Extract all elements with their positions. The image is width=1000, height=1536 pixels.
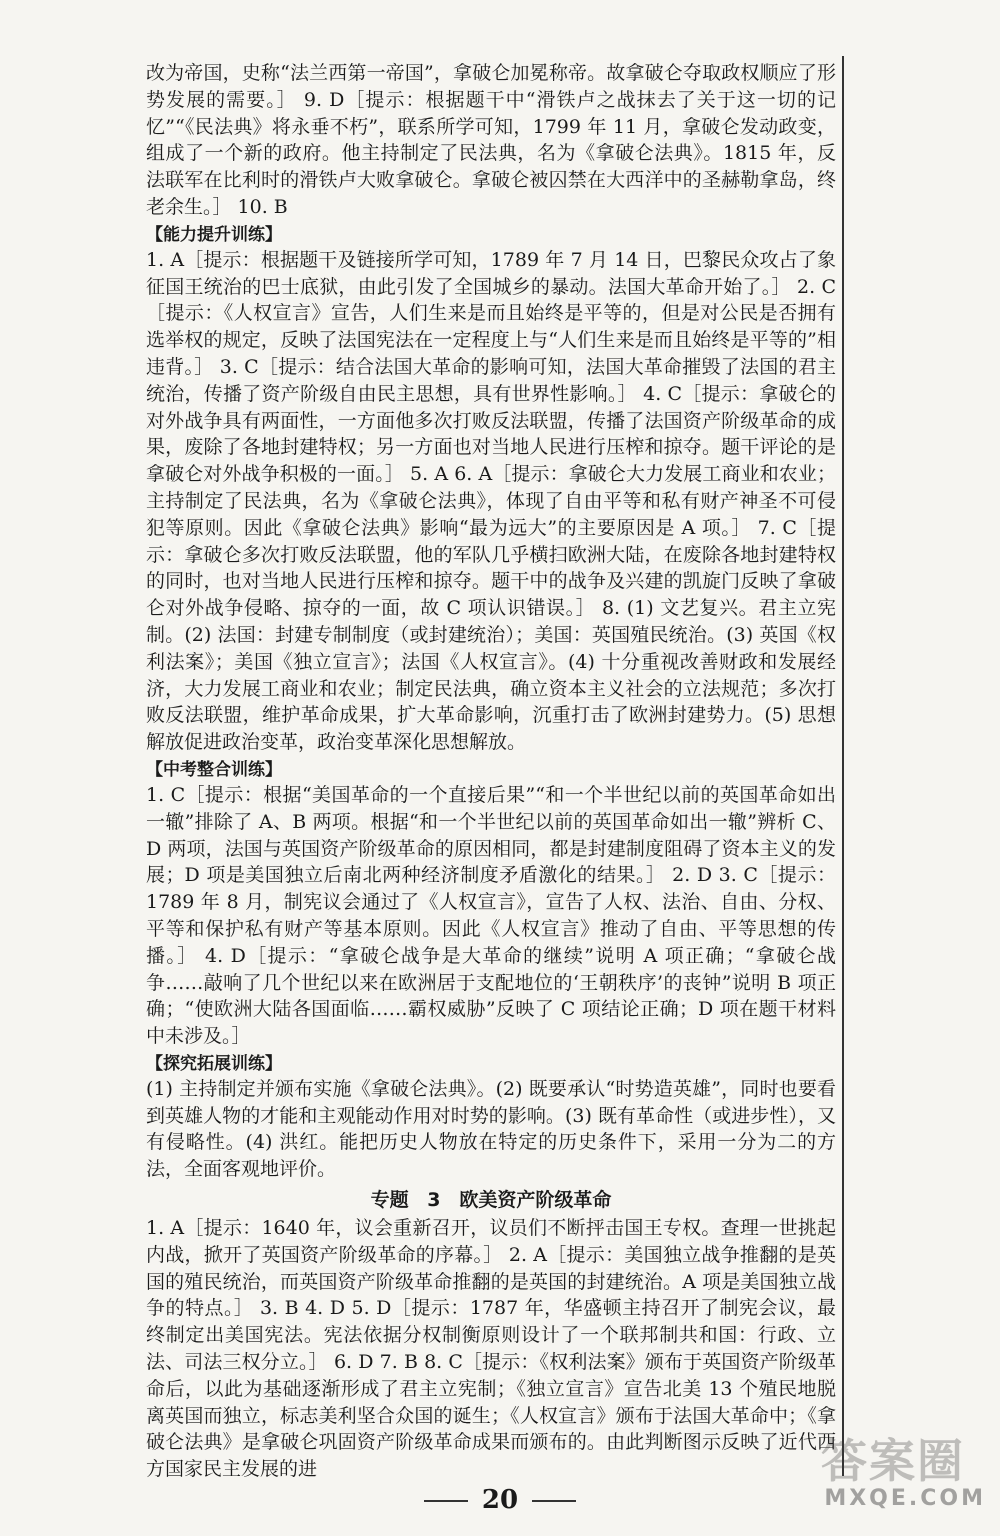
watermark-logo xyxy=(821,1436,986,1528)
section-text-explore: (1) 主持制定并颁布实施《拿破仑法典》。(2) 既要承认“时势造英雄”，同时也要看到英雄人物的才能和主观能动作用对时势的影响。(3) 既有革命性（或进步性），又有侵略性。(4) 洪红。能把历史人物放在特定的历史条件下，采用一分为二的方法，全面客观地评价。 xyxy=(146,1077,836,1181)
section-heading-explore: 【探究拓展训练】 xyxy=(146,1053,282,1074)
watermark-top-text: 答案圈 xyxy=(821,1434,965,1488)
section-text-ability: 1. A［提示：根据题干及链接所学可知，1789 年 7 月 14 日，巴黎民众攻占了象征国王统治的巴士底狱，由此引发了全国城乡的暴动。法国大革命开始了。］ 2. C［提示：《人权宣言》宣告，人们生来是而且始终是平等的，但是对公民是否拥有选举权的规定，反映了法国宪法在一定程度上与“人们生来是而且始终是平等的”相违背。］ 3. C［提示：结合法国大革命的影响可知，法国大革命摧毁了法国的君主统治，传播了资产阶级自由民主思想，具有世界性影响。］ 4. C［提示：拿破仑的对外战争具有两面性，一方面他多次打败反法联盟，传播了法国资产阶级革命的成果，废除了各地封建特权；另一方面也对当地人民进行压榨和掠夺。题干评论的是拿破仑对外战争积极的一面。］ 5. A 6. A［提示：拿破仑大力发展工商业和农业；主持制定了民法典，名为《拿破仑法典》，体现了自由平等和私有财产神圣不可侵犯等原则。因此《拿破仑法典》影响“最为远大”的主要原因是 A 项。］ 7. C［提示：拿破仑多次打败反法联盟，他的军队几乎横扫欧洲大陆，在废除各地封建特权的同时，也对当地人民进行压榨和掠夺。题干中的战争及兴建的凯旋门反映了拿破仑对外战争侵略、掠夺的一面，故 C 项认识错误。］ 8. (1) 文艺复兴。君主立宪制。(2) 法国：封建专制制度（或封建统治）；美国：英国殖民统治。(3) 英国《权利法案》；美国《独立宣言》；法国《人权宣言》。(4) 十分重视改善财政和发展经济，大力发展工商业和农业；制定民法典，确立资本主义社会的立法规范；多次打败反法联盟，维护革命成果，扩大革命影响，沉重打击了欧洲封建势力。(5) 思想解放促进政治变革，政治变革深化思想解放。 xyxy=(146,248,836,754)
page-number-dash-left xyxy=(424,1500,468,1502)
answer-content xyxy=(146,60,836,1483)
section-text-exam: 1. C［提示：根据“美国革命的一个直接后果”“和一个半世纪以前的英国革命如出一辙”排除了 A、B 两项。根据“和一个半世纪以前的英国革命如出一辙”辨析 C、D 两项，法国与英国资产阶级革命的原因相同，都是封建制度阻碍了资本主义的发展；D 项是美国独立后南北两种经济制度矛盾激化的结果。］ 2. D 3. C［提示：1789 年 8 月，制宪议会通过了《人权宣言》，宣告了人权、法治、自由、分权、平等和保护私有财产等基本原则。因此《人权宣言》推动了自由、平等思想的传播。］ 4. D［提示：“拿破仑战争是大革命的继续”说明 A 项正确；“拿破仑战争……敲响了几个世纪以来在欧洲居于支配地位的‘王朝秩序’的丧钟”说明 B 项正确；“使欧洲大陆各国面临……霸权威胁”反映了 C 项结论正确；D 项在题干材料中未涉及。］ xyxy=(146,783,836,1048)
section-heading-ability: 【能力提升训练】 xyxy=(146,224,282,245)
topic-text: 1. A［提示：1640 年，议会重新召开，议员们不断抨击国王专权。查理一世挑起内战，掀开了英国资产阶级革命的序幕。］ 2. A［提示：美国独立战争推翻的是英国的殖民统治，而英国资产阶级革命推翻的是英国的封建统治。A 项是美国独立战争的特点。］ 3. B 4. D 5. D［提示：1787 年，华盛顿主持召开了制宪会议，最终制定出美国宪法。宪法依据分权制衡原则设计了一个联邦制共和国：行政、立法、司法三权分立。］ 6. D 7. B 8. C［提示：《权利法案》颁布于英国资产阶级革命后，以此为基础逐渐形成了君主立宪制；《独立宣言》宣告北美 13 个殖民地脱离英国而独立，标志美利坚合众国的诞生；《人权宣言》颁布于法国大革命中；《拿破仑法典》是拿破仑巩固资产阶级革命成果而颁布的。由此判断图示反映了近代西方国家民主发展的进 xyxy=(146,1217,836,1481)
paragraph-continued: 改为帝国，史称“法兰西第一帝国”，拿破仑加冕称帝。故拿破仑夺取政权顺应了形势发展的需要。］ 9. D［提示：根据题干中“滑铁卢之战抹去了关于这一切的记忆”“《民法典》将永垂不朽”，联系所学可知，1799 年 11 月，拿破仑发动政变，组成了一个新的政府。他主持制定了民法典，名为《拿破仑法典》。1815 年，反法联军在比利时的滑铁卢大败拿破仑。拿破仑被囚禁在大西洋中的圣赫勒拿岛，终老余生。］ 10. B xyxy=(146,62,836,218)
topic-title: 专题 3 欧美资产阶级革命 xyxy=(370,1189,612,1212)
watermark-bottom-text: MXQE.COM xyxy=(824,1486,986,1511)
section-heading-exam: 【中考整合训练】 xyxy=(146,759,282,780)
page-number-value: 20 xyxy=(481,1485,519,1515)
page-number-dash-right xyxy=(532,1500,576,1502)
